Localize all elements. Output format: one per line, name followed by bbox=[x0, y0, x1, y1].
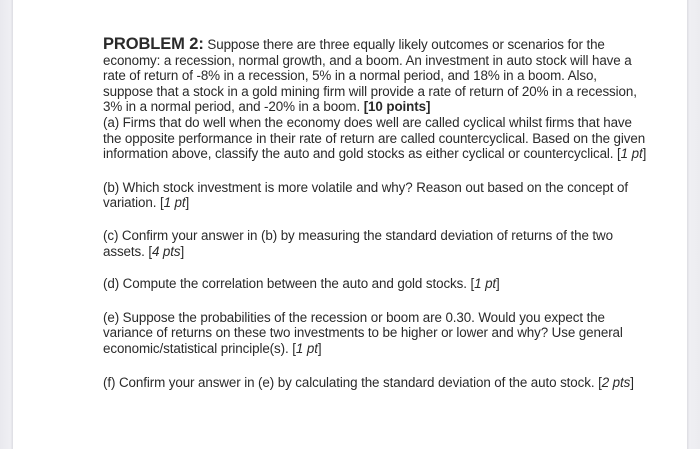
question-points: [1 pt] bbox=[159, 195, 190, 211]
question-b bbox=[103, 180, 648, 211]
question-e bbox=[103, 310, 648, 357]
question-text: (e) Suppose the probabilities of the recession or boom are 0.30. Would you expect the variance of returns on these two investments to be higher or lower and why? Use general economic/statistical principle(s). bbox=[103, 309, 623, 356]
problem-intro bbox=[103, 37, 648, 115]
question-text: (b) Which stock investment is more volatile and why? Reason out based on the concept of variation. bbox=[103, 179, 628, 211]
problem-title: PROBLEM 2: bbox=[103, 35, 204, 53]
question-f bbox=[103, 375, 648, 391]
problem-document bbox=[103, 37, 648, 390]
question-text: (f) Confirm your answer in (e) by calculating the standard deviation of the auto stock. bbox=[103, 374, 599, 390]
problem-points: [10 points] bbox=[363, 99, 431, 115]
page-edge-left bbox=[0, 0, 13, 449]
problem-statement: Suppose there are three equally likely outcomes or scenarios for the economy: a recession, normal growth, and a boom. An investment in auto stock will have a rate of return of -8% in a recession, 5% in a normal period, and 18% in a boom. Also, suppose that a stock in a gold mining firm will provide a rate of return of 20% in a recession, 3% in a normal period, and -20% in a boom. bbox=[103, 37, 637, 115]
question-c bbox=[103, 228, 648, 259]
question-points: [1 pt] bbox=[470, 276, 500, 292]
page-edge-right bbox=[687, 0, 700, 449]
question-points: [1 pt] bbox=[617, 146, 647, 162]
question-text: (c) Confirm your answer in (b) by measuring the standard deviation of returns of the two assets. bbox=[103, 227, 613, 259]
question-text: (a) Firms that do well when the economy does well are called cyclical whilst firms that have the opposite performance in their rate of return are called countercyclical. Based on the given information above, classify the auto and gold stocks as either cyclical or countercyclical. bbox=[103, 114, 646, 162]
question-points: [2 pts] bbox=[598, 374, 634, 390]
question-points: [4 pts] bbox=[148, 243, 185, 259]
question-d bbox=[103, 276, 648, 292]
question-text: (d) Compute the correlation between the auto and gold stocks. bbox=[103, 276, 471, 292]
question-a bbox=[103, 115, 648, 162]
question-points: [1 pt] bbox=[292, 340, 322, 356]
